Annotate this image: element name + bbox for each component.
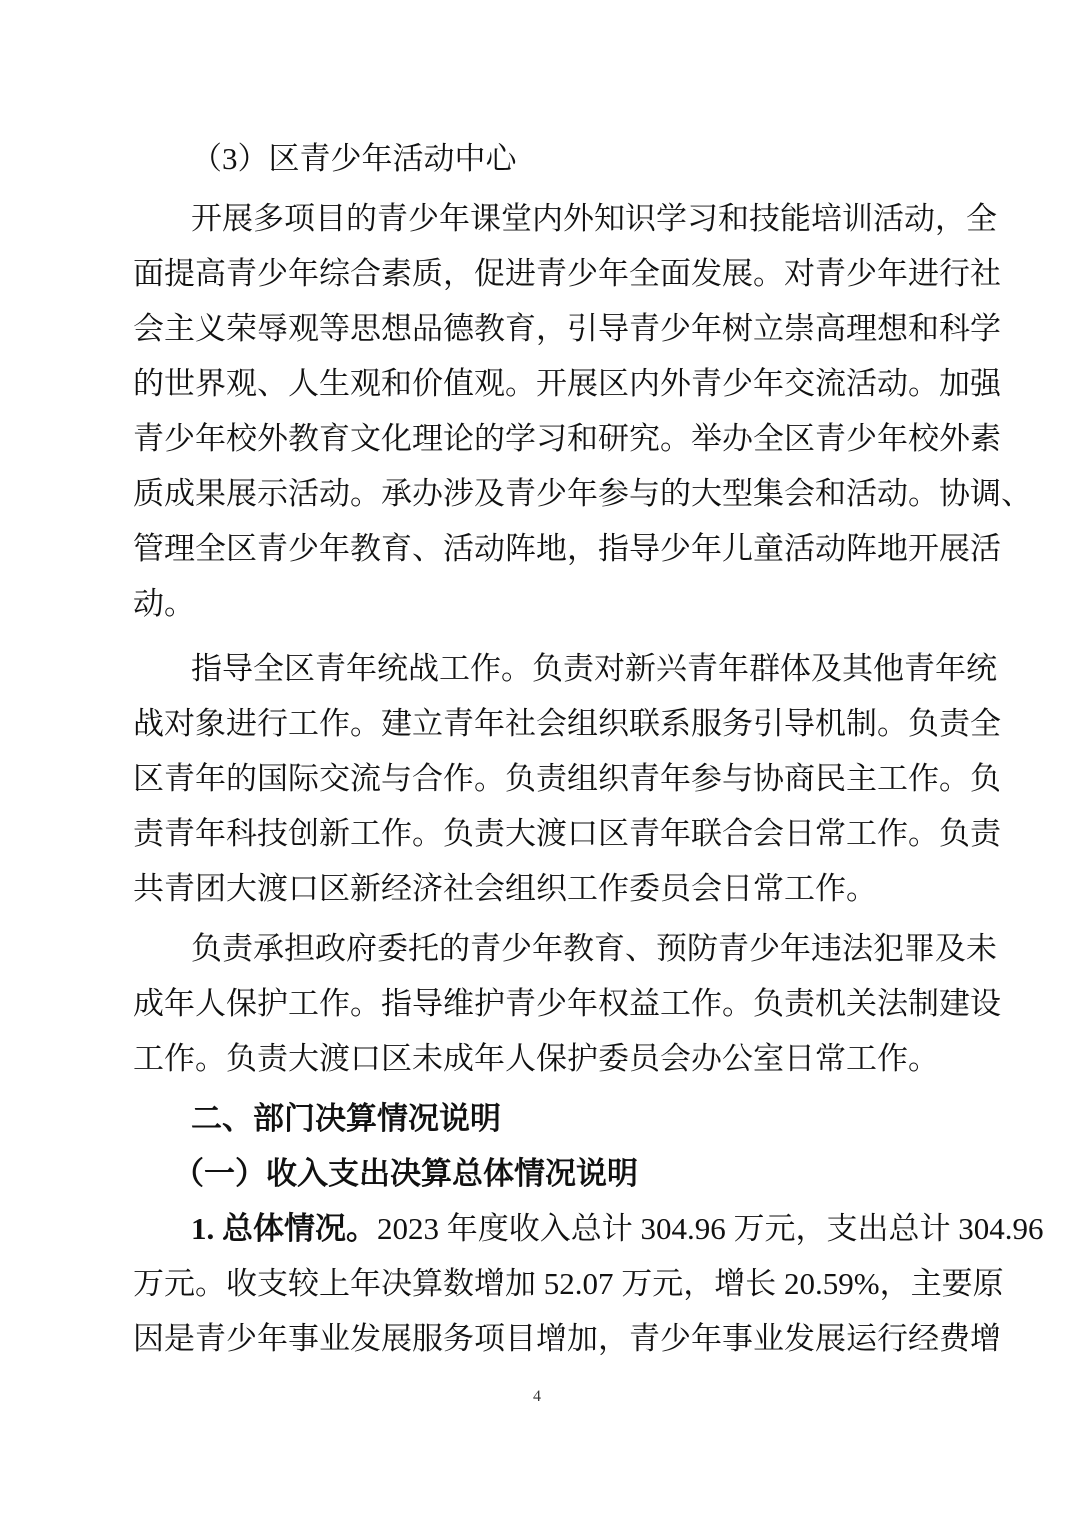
- text-line: 指导全区青年统战工作。负责对新兴青年群体及其他青年统: [191, 651, 997, 686]
- text-line: 共青团大渡口区新经济社会组织工作委员会日常工作。: [133, 871, 877, 906]
- text-line: 区青年的国际交流与合作。负责组织青年参与协商民主工作。负: [133, 761, 1001, 796]
- text-line: 面提高青少年综合素质，促进青少年全面发展。对青少年进行社: [133, 256, 1001, 291]
- text-line: 因是青少年事业发展服务项目增加，青少年事业发展运行经费增: [133, 1321, 1001, 1356]
- subheading-youth-activity-center: （3）区青少年活动中心: [191, 141, 517, 176]
- text-line: 管理全区青少年教育、活动阵地，指导少年儿童活动阵地开展活: [133, 531, 1001, 566]
- section-heading: 二、部门决算情况说明: [191, 1101, 501, 1136]
- subsection-heading: （一）收入支出决算总体情况说明: [173, 1156, 638, 1191]
- text-line: 工作。负责大渡口区未成年人保护委员会办公室日常工作。: [133, 1041, 939, 1076]
- text-line: 万元。收支较上年决算数增加 52.07 万元，增长 20.59%，主要原: [133, 1266, 1004, 1301]
- text-line: 战对象进行工作。建立青年社会组织联系服务引导机制。负责全: [133, 706, 1001, 741]
- text-line: 会主义荣辱观等思想品德教育，引导青少年树立崇高理想和科学: [133, 311, 1001, 346]
- text-span: 2023 年度收入总计 304.96 万元，支出总计 304.96: [377, 1211, 1044, 1246]
- text-line: 青少年校外教育文化理论的学习和研究。举办全区青少年校外素: [133, 421, 1001, 456]
- text-line: 开展多项目的青少年课堂内外知识学习和技能培训活动，全: [191, 201, 997, 236]
- document-page: [133, 131, 1044, 1366]
- paragraph-minor-protection: [133, 921, 1001, 1086]
- text-line: 责青年科技创新工作。负责大渡口区青年联合会日常工作。负责: [133, 816, 1001, 851]
- text-line: 质成果展示活动。承办涉及青少年参与的大型集会和活动。协调、: [133, 476, 1032, 511]
- paragraph-activity-center-duties: [133, 191, 1032, 631]
- text-line: 成年人保护工作。指导维护青少年权益工作。负责机关法制建设: [133, 986, 1001, 1021]
- text-line: [133, 1201, 1044, 1256]
- paragraph-overall-situation: [133, 1201, 1044, 1366]
- text-line: 负责承担政府委托的青少年教育、预防青少年违法犯罪及未: [191, 931, 997, 966]
- paragraph-united-front-work: [133, 641, 1001, 916]
- page-number: 4: [533, 1388, 541, 1405]
- text-line: 动。: [133, 586, 195, 621]
- lead-label: 1. 总体情况。: [191, 1211, 377, 1246]
- text-line: 的世界观、人生观和价值观。开展区内外青少年交流活动。加强: [133, 366, 1001, 401]
